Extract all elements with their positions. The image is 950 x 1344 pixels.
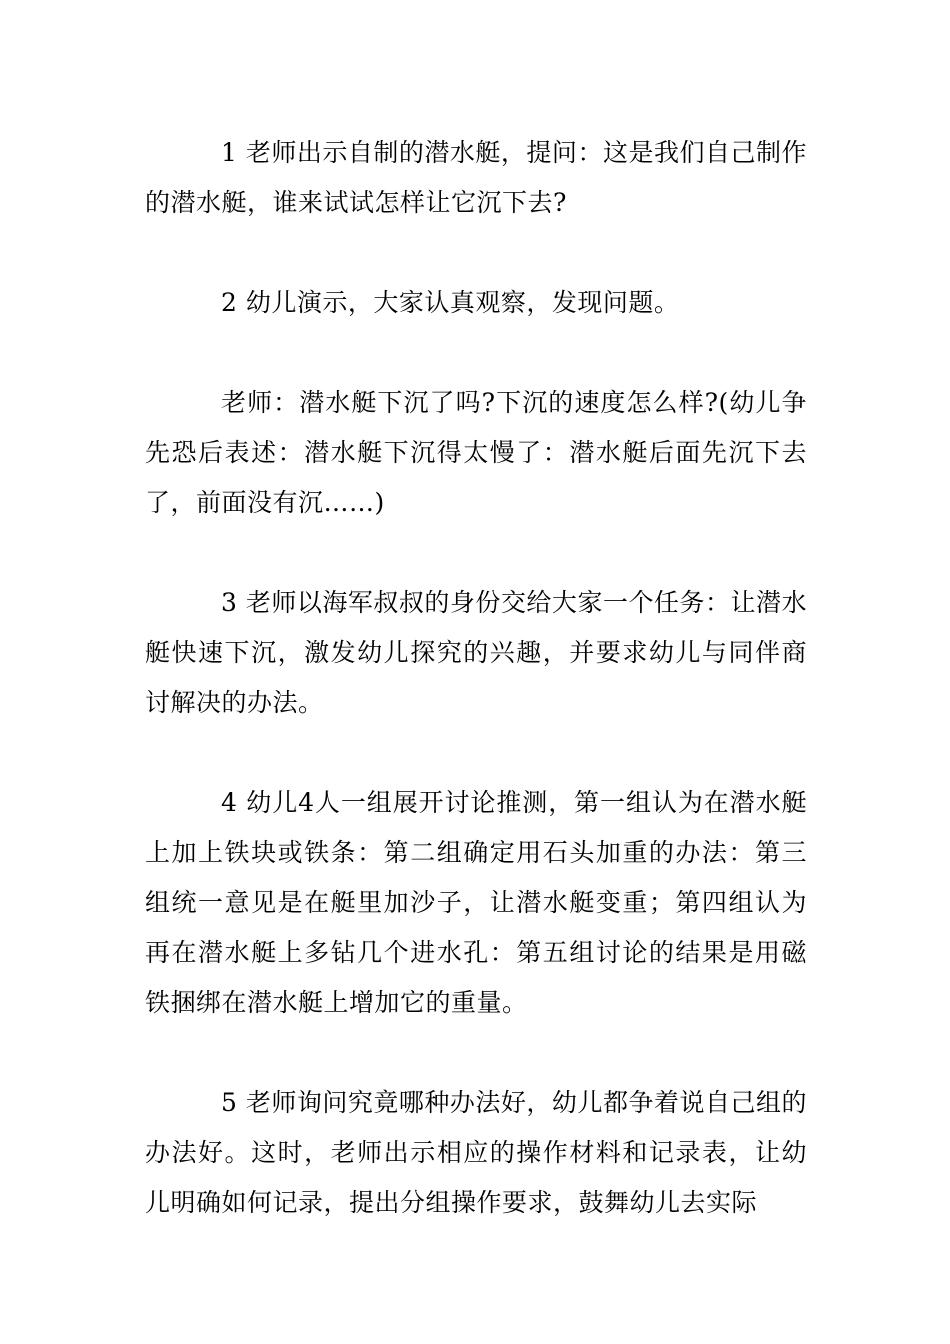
paragraph-4: 3 老师以海军叔叔的身份交给大家一个任务：让潜水艇快速下沉，激发幼儿探究的兴趣，并要求幼儿与同伴商讨解决的办法。 <box>145 588 807 717</box>
paragraph-3: 老师：潜水艇下沉了吗?下沉的速度怎么样?(幼儿争先恐后表述：潜水艇下沉得太慢了：潜水艇后面先沉下去了，前面没有沉……) <box>145 388 807 517</box>
paragraph-1: 1 老师出示自制的潜水艇，提问：这是我们自己制作的潜水艇，谁来试试怎样让它沉下去? <box>145 138 807 217</box>
paragraph-6: 5 老师询问究竟哪种办法好，幼儿都争着说自己组的办法好。这时，老师出示相应的操作材料和记录表，让幼儿明确如何记录，提出分组操作要求，鼓舞幼儿去实际 <box>145 1088 807 1217</box>
paragraph-spacer <box>145 528 807 578</box>
paragraph-2: 2 幼儿演示，大家认真观察，发现问题。 <box>221 288 680 317</box>
paragraph-spacer <box>145 728 807 778</box>
document-body <box>145 128 807 1228</box>
paragraph-5: 4 幼儿4人一组展开讨论推测，第一组认为在潜水艇上加上铁块或铁条：第二组确定用石头加重的办法：第三组统一意见是在艇里加沙子，让潜水艇变重；第四组认为再在潜水艇上多钻几个进水孔：第五组讨论的结果是用磁铁捆绑在潜水艇上增加它的重量。 <box>145 788 807 1017</box>
paragraph-spacer <box>145 328 807 378</box>
paragraph-spacer <box>145 228 807 278</box>
paragraph-spacer <box>145 1028 807 1078</box>
